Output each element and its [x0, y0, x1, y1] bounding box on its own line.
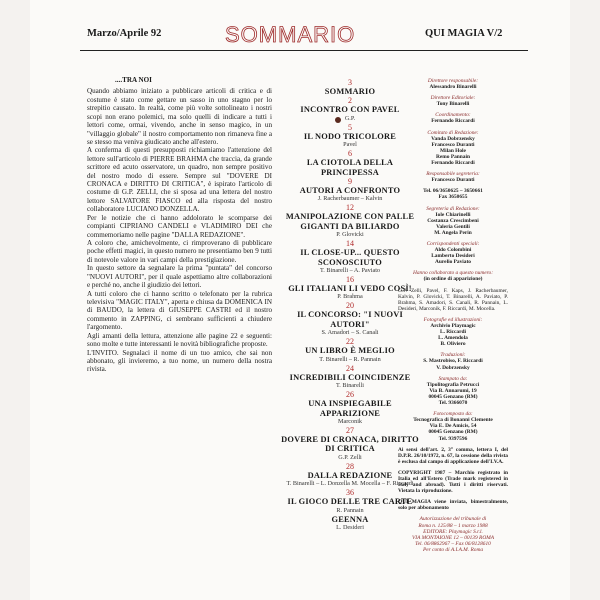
legal-notice: COPYRIGHT 1987 – Marchio registrato in Italia ed all'Estero (Trade mark registered in Italy and abroad). Tutti i diritti riservati. Vietata la riproduzione.: [398, 469, 508, 495]
page-title: SOMMARIO: [225, 22, 356, 47]
toc-page-number: 5: [348, 122, 352, 132]
masthead-line: Aldo Colombini: [434, 247, 472, 254]
masthead-line: Lamberto Desideri: [431, 253, 475, 260]
toc-title: DALLA REDAZIONE: [307, 470, 393, 480]
editorial-paragraph: A coloro che, amichevolmente, ci rimproverano di pubblicare poche effetti magici, in questo numero ne presentiamo ben 9 tutti di notevole valore in vari campi della prestigiazione.: [87, 239, 272, 264]
publisher-line: Tel. 06/8862967 – Fax 06/8128610: [415, 540, 491, 547]
masthead-block: [398, 376, 508, 406]
masthead-label: Direttore responsabile:: [427, 78, 479, 84]
masthead-line: Archivio Playmagic: [430, 323, 476, 329]
toc-page-number: 6: [348, 149, 352, 159]
masthead-line: Remo Pannain: [436, 153, 470, 160]
masthead-block: [398, 171, 508, 183]
masthead-line: L. Amendola: [438, 335, 468, 342]
toc-title: IL CLOSE-UP... QUESTO SCONOSCIUTO: [300, 248, 400, 267]
legal-notice: QUI MAGIA viene inviata, bimestralmente, solo per abbonamento: [398, 499, 508, 512]
toc-title: LA CIOTOLA DELLA PRINCIPESSA: [306, 158, 394, 177]
toc-title: UNA INSPIEGABILE APPARIZIONE: [308, 399, 392, 418]
magazine-page: [30, 0, 570, 600]
toc-author: S. Amadori – S. Canali: [321, 329, 379, 337]
masthead-label: Responsabile segreteria:: [426, 171, 480, 178]
toc-author: G.P.: [344, 114, 356, 122]
editorial-paragraph: Agli amanti della lettura, attenzione alle pagine 22 e seguenti: sono molte e tutte interessanti le novità bibliografiche proposte.: [87, 331, 272, 349]
masthead-line: Tel. 06/3650625 – 3650661: [423, 188, 483, 195]
toc-page-number: 26: [346, 390, 354, 400]
toc-title: DOVERE DI CRONACA, DIRITTO DI CRITICA: [281, 434, 419, 454]
masthead-block: [398, 78, 508, 90]
masthead-line: Fax 3650655: [438, 194, 468, 201]
publisher-line: Autorizzazione del tribunale di: [419, 516, 487, 523]
masthead-line: 00045 Genzano (RM): [428, 429, 478, 436]
masthead-block: [398, 95, 508, 107]
toc-author: T. Binarelli – R. Pannain: [319, 355, 381, 363]
toc-author: P. Glovicki: [336, 231, 364, 239]
masthead-label: Traduzioni:: [440, 352, 466, 359]
masthead-label: Hanno collaborato a questo numero:: [412, 270, 494, 277]
toc-author: T. Binarelli: [335, 382, 365, 390]
editorial-paragraph: A conferma di questi presupposti richiamiamo l'attenzione del lettore sull'articolo di PIERRE BRAHMA che traccia, da grande scrittore ed acuto osservatore, un quadro, non sempre positivo del nostro modo di essere. Sempre sul "DOVERE DI CRONACA e DIRITTO DI CRITICA", è ispirato l'articolo di costume di G.P. ZELLI, che si sposa ad una lettera del nostro lettore SALVATORE FIASCO ed alla risposta del nostro collaboratore LUCIANO DONZELLA.: [87, 146, 272, 214]
masthead-line: B. Oliviero: [440, 341, 466, 348]
toc-page-number: 16: [346, 275, 354, 285]
toc-author: Marconik: [337, 417, 363, 425]
masthead-line: Fernando Riccardi: [431, 160, 475, 167]
toc-page-number: 3: [348, 78, 352, 87]
editorial-column: [87, 76, 272, 374]
masthead-line: Tipolitografia Petrucci: [426, 381, 480, 388]
toc-author: L. Desideri: [336, 523, 364, 531]
toc-page-number: 12: [346, 203, 354, 213]
toc-page-number: 9: [348, 177, 352, 187]
masthead-block: [398, 112, 508, 124]
toc-title: AUTORI A CONFRONTO: [299, 186, 401, 196]
masthead-label: Direttore Editoriale:: [430, 95, 476, 102]
masthead-line: Francesco Duranti: [431, 177, 475, 184]
toc-author: Pavel: [343, 141, 357, 149]
masthead-line: Francesco Duranti: [431, 141, 475, 148]
magazine-name: QUI MAGIA V/2: [425, 28, 503, 39]
masthead-line: Valeria Gentili: [436, 223, 470, 230]
masthead-block: [398, 206, 508, 236]
publisher-line: VIA MONTAIONE 12 – 00139 ROMA: [412, 534, 494, 541]
toc-page-number: 20: [346, 301, 354, 311]
contributors-list: G.P. Zelli, Pavel, F. Kaps, J. Racherbaumer, Kalvin, P. Glovicki, T. Binarelli, A. Paviato, P. Brahma, S. Amadori, S. Canali, R. Pannain, L. Desideri, Marconik, F. Riccardi, M. Mocella.: [398, 287, 508, 312]
masthead-label: Coordinamento:: [435, 112, 471, 119]
toc-author: T. Binarelli – L. Donzella M. Mocella – F. Riccardi: [286, 480, 414, 488]
toc-title: IL GIOCO DELLE TRE CARTE: [287, 497, 413, 507]
toc-page-number: 28: [346, 461, 354, 471]
toc-author: J. Racherbaumer – Kalvin: [317, 195, 383, 203]
toc-author: R. Pannain: [336, 506, 364, 514]
masthead-line: S. Mastrobiso, F. Riccardi: [423, 358, 483, 365]
toc-title: SOMMARIO: [324, 87, 376, 96]
toc-title: INCREDIBILI COINCIDENZE: [289, 372, 411, 382]
toc-title: IL NODO TRICOLORE: [303, 131, 397, 141]
toc-page-number: 36: [346, 488, 354, 498]
masthead-column: [398, 78, 508, 553]
masthead-line: Tel. 9366070: [438, 400, 468, 407]
masthead-line: Iole Chiarinelli: [435, 211, 471, 218]
publisher-line: EDITORE: Playmagic S.r.l.: [423, 528, 483, 535]
toc-title: GLI ITALIANI LI VEDO COSÌ!: [288, 284, 412, 294]
editorial-paragraph: A tutti coloro che ci hanno scritto o telefonato per la rubrica televisiva "MAGIC ITALY", aperta e chiusa da DOMENICA IN di BAUDO, la lettera di GIUSEPPE CASTRI ed il nostro commento in ZAPPING, ci sembrano sufficienti a chiudere l'argomento.: [87, 289, 272, 332]
masthead-line: Alessandro Binarelli: [429, 84, 477, 91]
editorial-paragraph: Per le notizie che ci hanno addolorato le scomparse dei compianti CIPRIANO CANDELI e VLADIMIRO DEI che commemoriamo nelle pagine "DALLA REDAZIONE".: [87, 213, 272, 239]
masthead-line: Tony Binarelli: [436, 101, 470, 108]
masthead-line: Costanza Crescimbeni: [427, 217, 479, 224]
toc-title: MANIPOLAZIONE CON PALLE GIGANTI DA BILIARDO: [285, 212, 415, 231]
masthead-block: [398, 352, 508, 370]
editorial-heading: ....TRA NOI: [115, 76, 152, 84]
toc-page-number: 24: [346, 363, 354, 373]
masthead-label: Comitato di Redazione:: [427, 129, 479, 136]
masthead-block: [398, 270, 508, 282]
toc-title: INCONTRO CON PAVEL: [300, 105, 400, 115]
masthead-line: Tel. 9397596: [438, 435, 468, 442]
masthead-line: Via B. Annarumi, 19: [429, 387, 477, 394]
masthead-line: M. Angela Perin: [434, 229, 472, 236]
masthead-label: Stampato da:: [438, 375, 468, 382]
masthead-line: Via E. De Amicis, 54: [429, 423, 477, 430]
header-rule: [80, 50, 528, 51]
toc-author: T. Binarelli – A. Paviato: [319, 267, 381, 275]
issue-date: Marzo/Aprile 92: [87, 28, 162, 39]
toc-author: G.P. Zelli: [338, 453, 362, 461]
toc-page-number: 14: [346, 239, 354, 249]
masthead-line: (in ordine di apparizione): [423, 276, 483, 283]
masthead-line: Fernando Riccardi: [431, 118, 475, 125]
editorial-paragraph: L'INVITO. Segnalaci il nome di un tuo amico, che sai non abbonato, gli invieremo, a tuo nome, un numero della nostra rivista.: [87, 348, 272, 374]
masthead-block: [398, 317, 508, 347]
toc-title: IL CONCORSO: "I NUOVI AUTORI": [297, 310, 403, 329]
masthead-block: [398, 411, 508, 441]
publisher-line: Per conto di A.I.A.M. Roma: [422, 546, 484, 553]
legal-notice: Ai sensi dell'art. 2, 3° comma, lettera I, del D.P.R. 26/10/1972, n. 67, la cessione della rivista è esclusa dal campo di applicazione dell'I.V.A.: [398, 446, 508, 465]
toc-page-number: 22: [346, 337, 354, 347]
masthead-label: Corrispondenti speciali:: [426, 240, 480, 247]
toc-author: P. Brahma: [337, 293, 363, 301]
toc-page-number: 2: [348, 96, 352, 106]
masthead-block: [398, 241, 508, 265]
masthead-label: Segreteria di Redazione:: [426, 205, 480, 212]
toc-title: GEENNA: [331, 514, 369, 524]
masthead-line: 00045 Genzano (RM): [428, 393, 478, 400]
masthead-line: Milan Hole: [440, 147, 466, 154]
masthead-line: Tecnografica di Bonanni Clemente: [413, 417, 493, 424]
editorial-paragraph: In questo settore da segnalare la prima "puntata" del concorso "NUOVI AUTORI", per il quale aspettiamo altre collaborazioni e perché no, anche il giudizio dei lettori.: [87, 264, 272, 290]
masthead-line: Aurelio Paviato: [435, 259, 471, 266]
masthead-line: L. Riccardi: [439, 329, 467, 336]
publisher-line: Roma n. 125/88 – 1 marzo 1988: [418, 522, 488, 529]
toc-title: UN LIBRO È MEGLIO: [305, 346, 395, 356]
editorial-paragraph: Quando abbiamo iniziato a pubblicare articoli di critica e di costume è stato come gettare un sasso in uno stagno per lo strepitio causato. In realtà, come più volte sottolineato i nostri scopi non erano polemici, ma solo quelli di indicare a tutti i lettori come, ormai, vivendo, anche in senso magico, in un "villaggio globale" il nostro comportamento non rimaneva fine a se stesso ma veniva giudicato anche all'estero.: [87, 87, 272, 146]
masthead-line: Vanda Dobrzensky: [431, 135, 475, 142]
masthead-label: Fotografie ed illustrazioni:: [423, 316, 483, 323]
masthead-line: V. Dobrzensky: [436, 364, 470, 371]
masthead-block: [398, 188, 508, 200]
toc-page-number: 27: [346, 425, 354, 435]
masthead-block: [398, 130, 508, 167]
masthead-label: Fotocomposto da:: [433, 411, 473, 418]
